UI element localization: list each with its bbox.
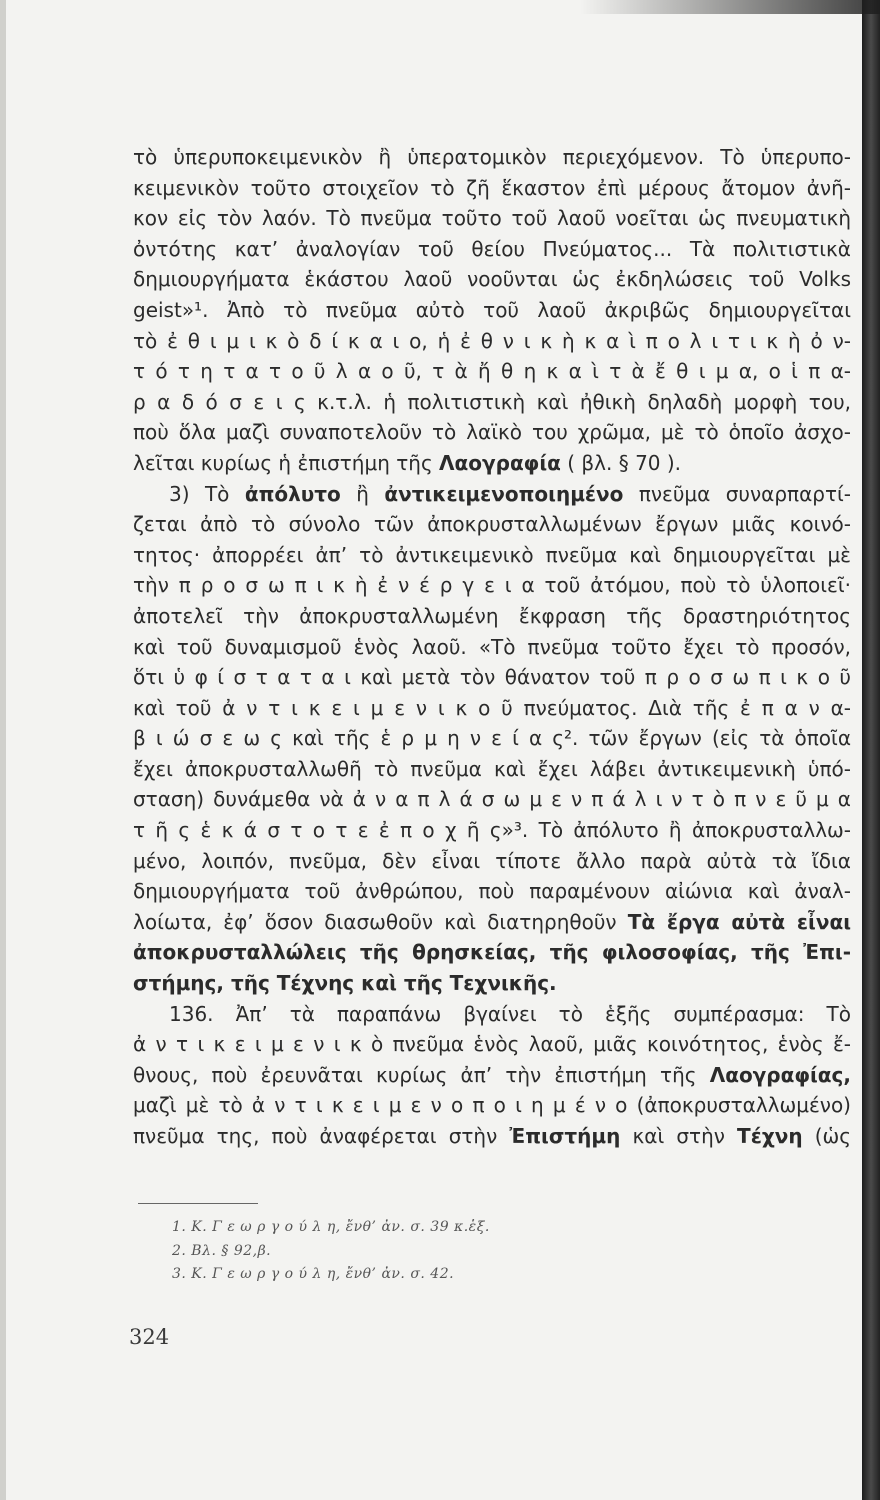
text-line — [133, 999, 851, 1030]
text-segment: τὴν π ρ ο σ ω π ι κ ὴ ἐ ν έ ρ γ ε ι α τοῦ ἀτόμου, ποὺ τὸ ὑλοποιεῖ· — [133, 573, 851, 598]
text-segment: ἔχει ἀποκρυσταλλωθῆ τὸ πνεῦμα καὶ ἔχει λάβει ἀντικειμενικὴ ὑπό- — [133, 756, 851, 781]
bold-text: Λαογραφίας, — [709, 1062, 851, 1087]
text-line — [133, 203, 851, 234]
text-line — [133, 417, 851, 448]
text-line — [133, 479, 851, 510]
text-segment: τ ῆ ς ἑ κ ά σ τ ο τ ε ἐ π ο χ ῆ ς»³. Τὸ ἀπόλυτο ἢ ἀποκρυσταλλω- — [133, 818, 851, 843]
text-line — [133, 1060, 851, 1091]
text-line — [133, 876, 851, 907]
bold-text: Ἐπιστήμη — [509, 1124, 621, 1148]
text-segment: καὶ τοῦ ἀ ν τ ι κ ε ι μ ε ν ι κ ο ῦ πνεύματος. Διὰ τῆς ἐ π α ν α- — [133, 695, 851, 720]
bold-text: Τὰ ἔργα αὐτὰ εἶναι — [627, 909, 851, 934]
text-line — [133, 142, 851, 173]
text-segment: μένο, λοιπόν, πνεῦμα, δὲν εἶναι τίποτε ἄλλο παρὰ αὐτὰ τὰ ἴδια — [133, 848, 851, 873]
text-line — [133, 846, 851, 877]
text-segment: (ὡς — [802, 1124, 852, 1148]
text-segment: 136. Ἀπ’ τὰ παραπάνω βγαίνει τὸ ἑξῆς συμπέρασμα: Τὸ — [169, 1001, 851, 1026]
text-segment: λοίωτα, ἐφ’ ὅσον διασωθοῦν καὶ διατηρηθοῦν — [133, 909, 628, 934]
footnotes — [172, 1216, 490, 1287]
text-segment: ἢ — [340, 481, 385, 506]
text-line — [133, 540, 851, 571]
text-segment: ζεται ἀπὸ τὸ σύνολο τῶν ἀποκρυσταλλωμένων ἔργων μιᾶς κοινό- — [133, 512, 851, 537]
footnote-2: 2. Βλ. § 92,β. — [172, 1242, 272, 1259]
text-segment: ἀποτελεῖ τὴν ἀποκρυσταλλωμένη ἔκφραση τῆς δραστηριότητος — [133, 603, 851, 628]
text-line — [133, 662, 851, 693]
text-line — [133, 632, 851, 663]
text-line — [133, 264, 851, 295]
bold-text: ἀπόλυτο — [244, 481, 341, 506]
text-line — [133, 754, 851, 785]
bold-text: Τέχνη — [737, 1124, 803, 1148]
text-segment: ὅτι ὑ φ ί σ τ α τ α ι καὶ μετὰ τὸν θάνατον τοῦ π ρ ο σ ω π ι κ ο ῦ — [133, 665, 851, 690]
text-segment: ποὺ ὅλα μαζὶ συναποτελοῦν τὸ λαϊκὸ του χρῶμα, μὲ τὸ ὁποῖο ἀσχο- — [133, 420, 851, 445]
text-line — [133, 173, 851, 204]
text-segment: πνεῦμα της, ποὺ ἀναφέρεται στὴν — [133, 1124, 510, 1148]
page-left-border — [0, 0, 6, 1500]
footnote-1: 1. Κ. Γ ε ω ρ γ ο ύ λ η, ἔνθ’ ἀν. σ. 39 κ.ἑξ. — [172, 1219, 490, 1235]
bold-text: στήμης, τῆς Τέχνης καὶ τῆς Τεχνικῆς. — [133, 971, 557, 996]
text-segment: δημιουργήματα τοῦ ἀνθρώπου, ποὺ παραμένουν αἰώνια καὶ ἀναλ- — [133, 879, 851, 904]
text-line — [133, 693, 851, 724]
text-segment: ( βλ. § 70 ). — [560, 450, 682, 475]
text-segment: κειμενικὸν τοῦτο στοιχεῖον τὸ ζῆ ἕκαστον ἐπὶ μέρους ἄτομον ἀνῆ- — [133, 175, 851, 200]
text-segment: δημιουργήματα ἑκάστου λαοῦ νοοῦνται ὡς ἐκδηλώσεις τοῦ Volks — [133, 267, 851, 292]
text-segment: πνεῦμα συναρπαρτί- — [623, 481, 851, 506]
text-line — [133, 784, 851, 815]
text-segment: ὀντότης κατ’ ἀναλογίαν τοῦ θείου Πνεύματος... Τὰ πολιτιστικὰ — [133, 236, 851, 261]
text-segment: 3) Τὸ — [169, 481, 245, 506]
text-segment: τητος· ἀπορρέει ἀπ’ τὸ ἀντικειμενικὸ πνεῦμα καὶ δημιουργεῖται μὲ — [133, 542, 851, 567]
text-segment: καὶ τοῦ δυναμισμοῦ ἑνὸς λαοῦ. «Τὸ πνεῦμα τοῦτο ἔχει τὸ προσόν, — [133, 634, 851, 659]
text-line — [133, 937, 851, 968]
text-line — [133, 326, 851, 357]
text-line — [133, 448, 851, 479]
text-segment: ρ α δ ό σ ε ι ς κ.τ.λ. ἡ πολιτιστικὴ καὶ ἠθικὴ δηλαδὴ μορφὴ του, — [133, 389, 851, 414]
text-segment: κον εἰς τὸν λαόν. Τὸ πνεῦμα τοῦτο τοῦ λαοῦ νοεῖται ὡς πνευματικὴ — [133, 206, 851, 231]
text-line — [133, 509, 851, 540]
text-line — [133, 387, 851, 418]
text-segment: θνους, ποὺ ἐρευνᾶται κυρίως ἀπ’ τὴν ἐπιστήμη τῆς — [133, 1062, 710, 1087]
scan-shadow — [580, 0, 880, 14]
text-segment: geist»¹. Ἀπὸ τὸ πνεῦμα αὐτὸ τοῦ λαοῦ ἀκριβῶς δημιουργεῖται — [133, 297, 851, 322]
text-line — [133, 295, 851, 326]
bold-text: Λαογραφία — [439, 450, 561, 475]
text-segment: σταση) δυνάμεθα νὰ ἀ ν α π λ ά σ ω μ ε ν π ά λ ι ν τ ὸ π ν ε ῦ μ α — [133, 787, 851, 812]
text-line — [133, 1029, 851, 1060]
text-line — [133, 723, 851, 754]
text-segment: ἀ ν τ ι κ ε ι μ ε ν ι κ ὸ πνεῦμα ἑνὸς λαοῦ, μιᾶς κοινότητος, ἑνὸς ἔ- — [133, 1032, 851, 1057]
text-segment: λεῖται κυρίως ἡ ἐπιστήμη τῆς — [133, 450, 440, 475]
text-line — [133, 1090, 851, 1121]
text-line — [133, 601, 851, 632]
page-number: 324 — [129, 1325, 170, 1349]
text-line — [133, 356, 851, 387]
text-segment: μαζὶ μὲ τὸ ἀ ν τ ι κ ε ι μ ε ν ο π ο ι η μ έ ν ο (ἀποκρυσταλλωμένο) — [133, 1093, 851, 1118]
text-line — [133, 815, 851, 846]
text-segment: β ι ώ σ ε ω ς καὶ τῆς ἑ ρ μ η ν ε ί α ς². τῶν ἔργων (εἰς τὰ ὁποῖα — [133, 726, 851, 751]
text-segment: τὸ ὑπερυποκειμενικὸν ἢ ὑπερατομικὸν περιεχόμενον. Τὸ ὑπερυπο- — [133, 145, 851, 169]
text-segment: καὶ στὴν — [620, 1124, 738, 1148]
text-line — [133, 968, 851, 999]
scan-edge — [862, 0, 880, 1500]
text-line — [133, 907, 851, 938]
bold-text: ἀποκρυσταλλώλεις τῆς θρησκείας, τῆς φιλοσοφίας, τῆς Ἐπι- — [133, 940, 851, 965]
text-segment: τὸ ἐ θ ι μ ι κ ὸ δ ί κ α ι ο, ἡ ἐ θ ν ι κ ὴ κ α ὶ π ο λ ι τ ι κ ὴ ὀ ν- — [133, 328, 851, 353]
text-line — [133, 1121, 851, 1152]
text-line — [133, 234, 851, 265]
text-segment: τ ό τ η τ α τ ο ῦ λ α ο ῦ, τ ὰ ἤ θ η κ α ὶ τ ὰ ἔ θ ι μ α, ο ἱ π α- — [133, 359, 851, 384]
text-line — [133, 570, 851, 601]
footnote-3: 3. Κ. Γ ε ω ρ γ ο ύ λ η, ἔνθ’ ἀν. σ. 42. — [172, 1266, 455, 1282]
body-text — [133, 142, 851, 1152]
footnote-rule — [138, 1203, 258, 1204]
bold-text: ἀντικειμενοποιημένο — [384, 481, 624, 506]
